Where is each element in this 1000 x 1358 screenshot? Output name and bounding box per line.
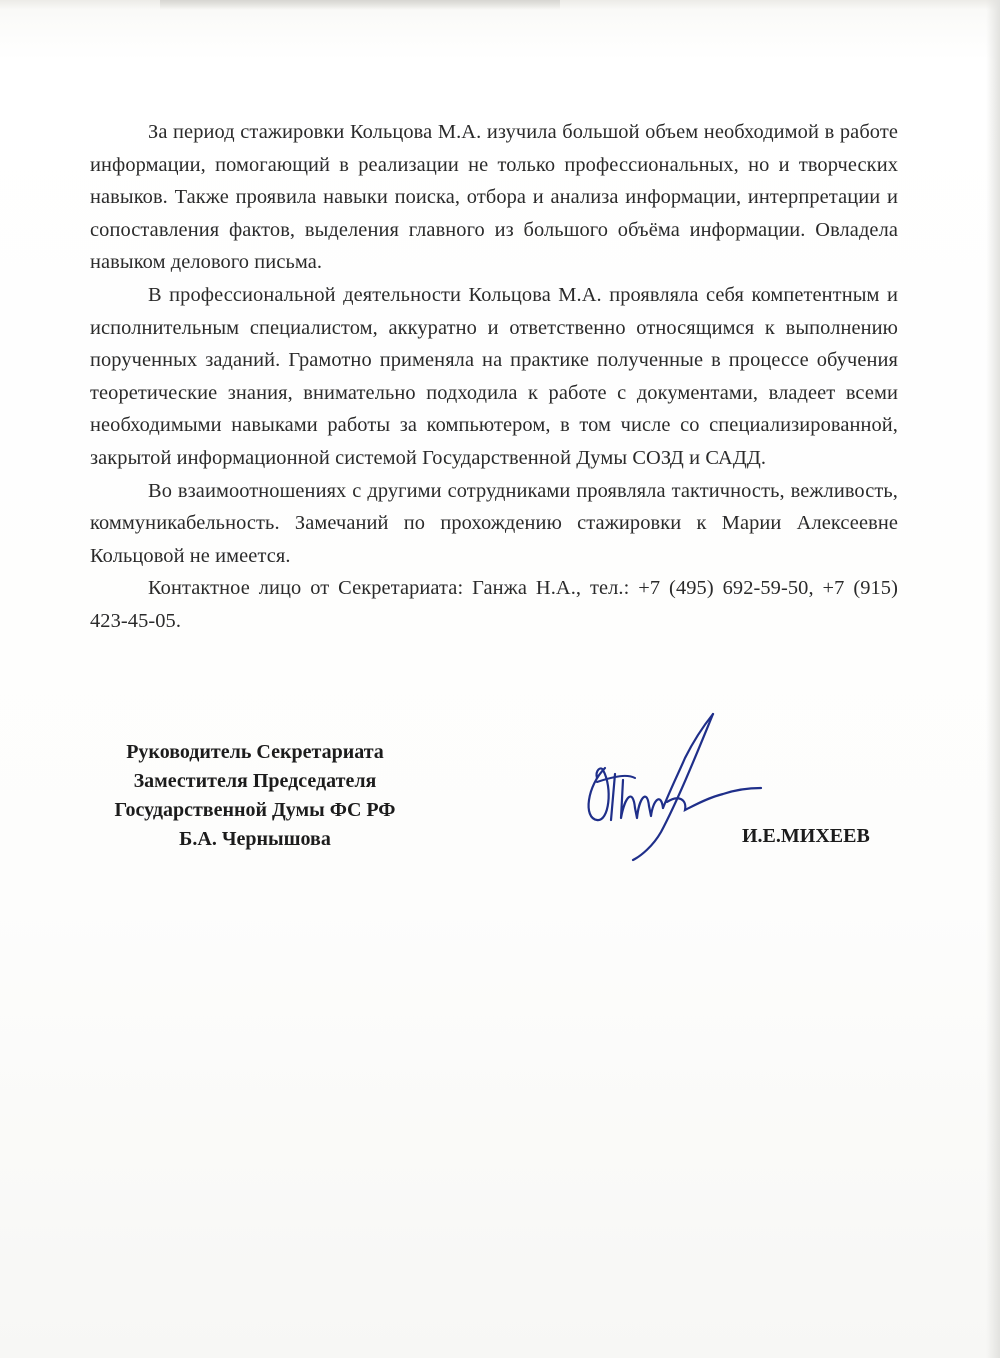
paragraph-relations: Во взаимоотношениях с другими сотрудниками проявляла тактичность, вежливость, коммуникабельность. Замечаний по прохождению стажировки к Марии Алексеевне Кольцовой не имеется. xyxy=(90,479,898,567)
signatory-title-line: Заместителя Председателя xyxy=(133,770,377,792)
signatory-title-block xyxy=(70,738,440,854)
signer-name: И.Е.МИХЕЕВ xyxy=(742,825,870,847)
scan-top-shadow xyxy=(160,0,560,10)
paragraph-study: За период стажировки Кольцова М.А. изучила большой объем необходимой в работе информации, помогающий в реализации не только профессиональных, но и творческих навыков. Также проявила навыки поиска, отбора и анализа информации, интерпретации и сопоставления фактов, выделения главного из большого объёма информации. Овладела навыком делового письма. xyxy=(90,121,898,274)
signatory-title-line: Б.А. Чернышова xyxy=(179,828,331,850)
letter-body xyxy=(90,116,898,638)
paragraph-contact: Контактное лицо от Секретариата: Ганжа Н.А., тел.: +7 (495) 692-59-50, +7 (915) 423-45-05. xyxy=(90,577,898,632)
scan-right-shadow xyxy=(986,0,1000,1358)
signatory-title-line: Государственной Думы ФС РФ xyxy=(114,799,396,821)
handwritten-signature xyxy=(575,708,765,868)
paragraph-professional: В профессиональной деятельности Кольцова М.А. проявляла себя компетентным и исполнительным специалистом, аккуратно и ответственно относящимся к выполнению порученных заданий. Грамотно применяла на практике полученные в процессе обучения теоретические знания, внимательно подходила к работе с документами, владеет всеми необходимыми навыками работы за компьютером, в том числе со специализированной, закрытой информационной системой Государственной Думы СОЗД и САДД. xyxy=(90,283,898,469)
signatory-title-line: Руководитель Секретариата xyxy=(126,741,384,763)
